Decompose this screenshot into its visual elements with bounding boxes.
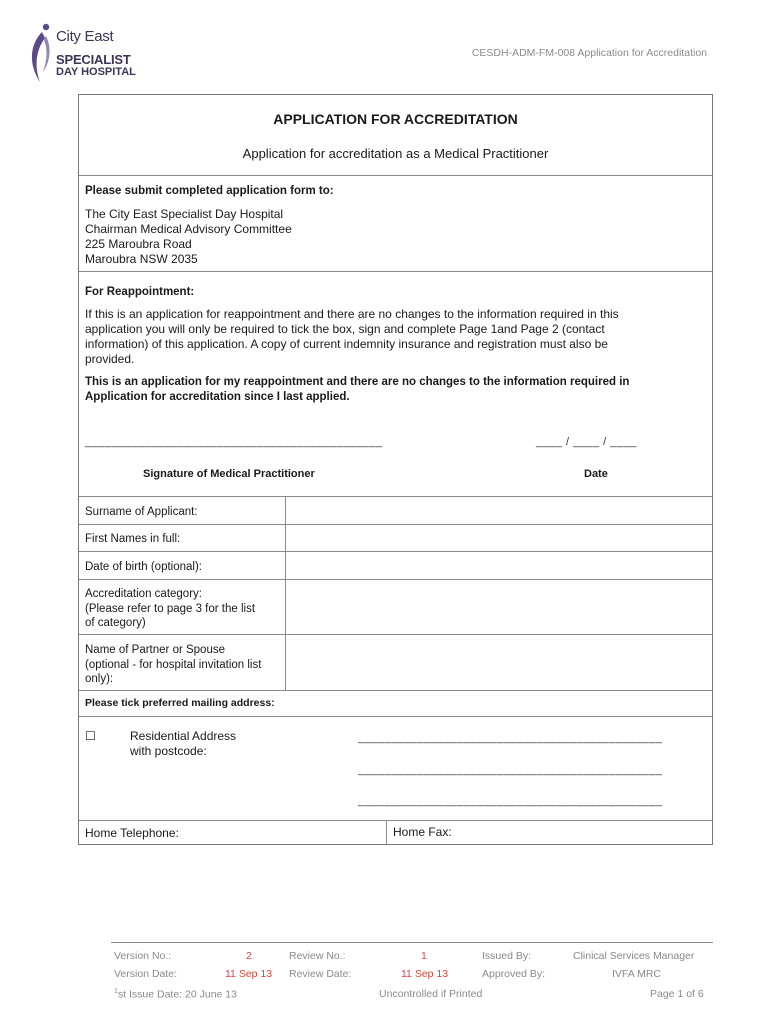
divider [79,690,712,691]
text-line: provided. [85,352,135,366]
text-line: with postcode: [130,744,207,758]
text-line: Application for accreditation since I last applied. [85,391,350,403]
document-footer [111,942,713,943]
text-line: of category) [85,617,146,629]
application-form [78,94,713,845]
review-no-label: Review No.: [289,950,346,962]
text-line: (optional - for hospital invitation list [85,658,262,671]
version-no-label: Version No.: [114,950,172,962]
logo-line-3: DAY HOSPITAL [56,66,136,78]
version-date-value: 11 Sep 13 [225,968,273,980]
approved-by-label: Approved By: [482,968,546,980]
hospital-logo [26,22,136,84]
text-line: (Please refer to page 3 for the list [85,602,256,615]
text-line: If this is an application for reappointment and there are no changes to the information required in this [85,307,619,321]
text-line: information) of this application. A copy of current indemnity insurance and registration must also be [85,337,608,351]
dob-label: Date of birth (optional): [85,561,202,573]
partner-field[interactable] [286,635,712,689]
reappointment-text [85,307,702,367]
text-line: only): [85,673,114,685]
reappointment-statement [85,375,702,405]
figure-logo-icon [26,22,56,84]
signature-line[interactable]: _____________________________________________ [85,436,383,448]
address-line: Chairman Medical Advisory Committee [85,222,292,236]
divider [79,175,712,176]
mailing-heading: Please tick preferred mailing address: [85,697,275,709]
category-field[interactable] [286,580,712,634]
address-line: Maroubra NSW 2035 [85,252,198,266]
residential-checkbox[interactable]: ☐ [85,729,96,743]
divider [79,716,712,717]
signature-label: Signature of Medical Practitioner [143,468,315,480]
home-telephone-label: Home Telephone: [85,826,179,840]
text-line: This is an application for my reappointment and there are no changes to the information required in [85,376,630,388]
first-names-field[interactable] [286,525,712,551]
issued-by-value: Clinical Services Manager [573,950,695,962]
submit-address [85,207,292,267]
review-date-label: Review Date: [289,968,352,980]
first-names-label: First Names in full: [85,533,181,545]
partner-label [85,643,261,687]
divider [79,271,712,272]
text-line: Accreditation category: [85,588,202,600]
first-issue-text: st Issue Date: 20 June 13 [117,988,237,1001]
page-number: Page 1 of 6 [650,988,704,1000]
reappointment-heading: For Reappointment: [85,286,195,298]
address-field-line[interactable]: ______________________________________________ [358,732,663,744]
address-line: The City East Specialist Day Hospital [85,207,284,221]
dob-field[interactable] [286,552,712,578]
text-line: Name of Partner or Spouse [85,644,225,656]
logo-line-2: SPECIALIST [56,52,131,67]
approved-by-value: IVFA MRC [612,968,662,980]
review-date-value: 11 Sep 13 [401,968,449,980]
text-line: Residential Address [130,729,237,743]
home-fax-field[interactable] [464,821,712,844]
home-fax-label: Home Fax: [393,825,452,839]
version-no-value: 2 [246,950,252,962]
text-line: application you will only be required to tick the box, sign and complete Page 1and Page 2 (contact [85,322,605,336]
first-issue-date [114,988,237,1001]
home-telephone-field[interactable] [197,821,383,844]
date-line[interactable]: ____ / ____ / ____ [536,436,637,448]
date-label: Date [584,468,608,480]
document-code: CESDH-ADM-FM-008 Application for Accreditation [471,47,707,59]
address-field-line[interactable]: ______________________________________________ [358,795,663,807]
review-no-value: 1 [421,950,427,962]
submit-heading: Please submit completed application form to: [85,185,334,197]
issued-by-label: Issued By: [482,950,532,962]
ordinal-sup: 1 [114,988,118,995]
form-title: APPLICATION FOR ACCREDITATION [273,111,518,127]
logo-line-1: City East [56,28,114,45]
version-date-label: Version Date: [114,968,178,980]
surname-field[interactable] [286,497,712,523]
address-field-line[interactable]: ______________________________________________ [358,764,663,776]
surname-label: Surname of Applicant: [85,506,198,518]
uncontrolled-note: Uncontrolled if Printed [379,988,483,1000]
form-subtitle: Application for accreditation as a Medical Practitioner [242,146,549,161]
address-line: 225 Maroubra Road [85,237,192,251]
residential-label [130,729,236,759]
column-divider [386,820,387,845]
category-label [85,587,255,631]
